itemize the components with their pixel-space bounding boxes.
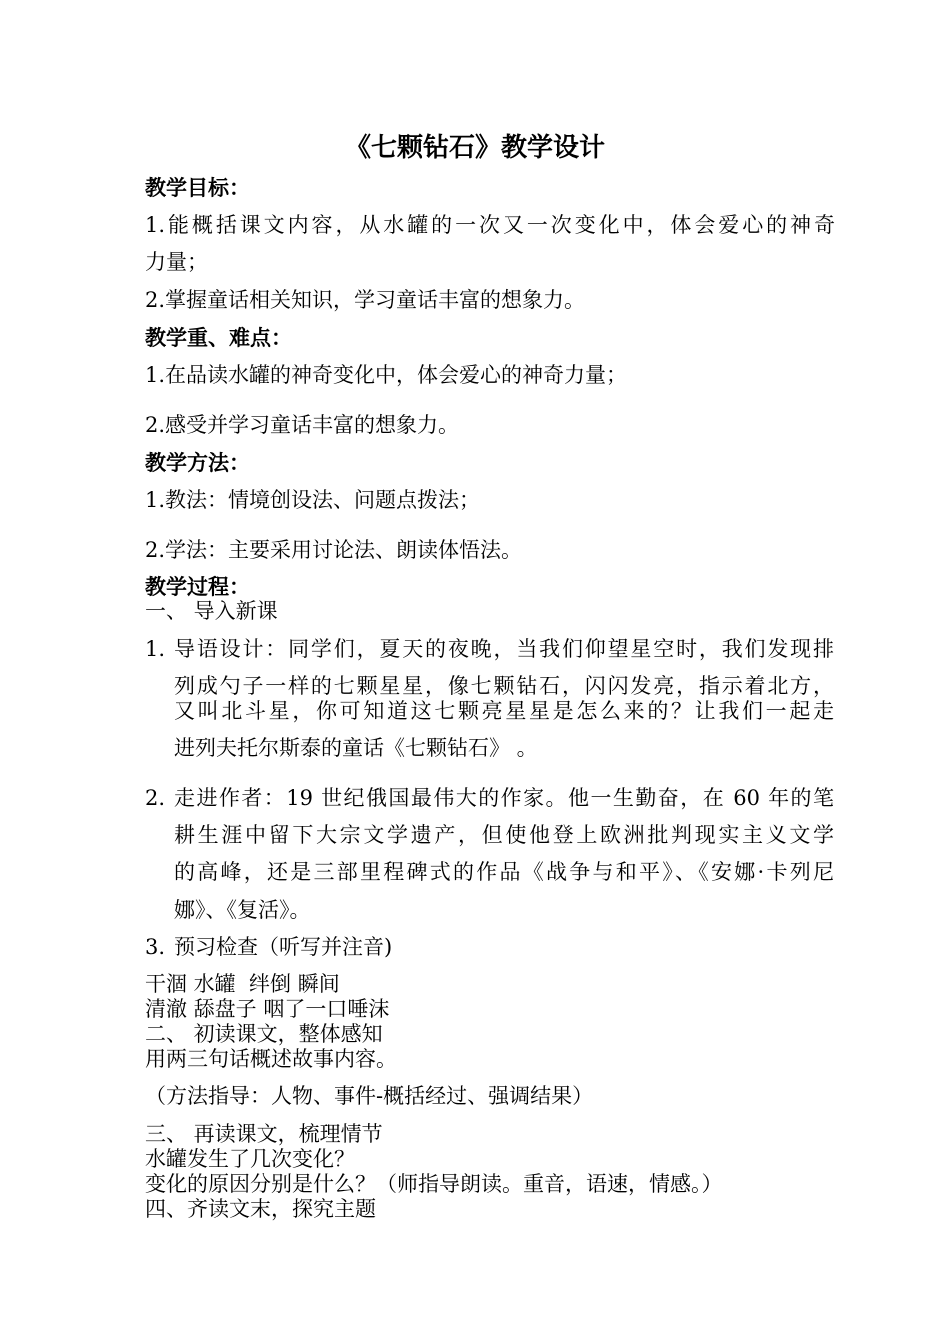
key-point-item-1: 1.在品读水罐的神奇变化中，体会爱心的神奇力量； (145, 363, 628, 387)
step-1-line-3: 又叫北斗星，你可知道这七颗亮星星是怎么来的？让我们一起走 (174, 699, 834, 723)
step-2-line-1: 走进作者：19 世纪俄国最伟大的作家。他一生勤奋，在 60 年的笔 (174, 786, 834, 810)
step-2-line-3: 的高峰，还是三部里程碑式的作品《战争与和平》、《安娜·卡列尼 (174, 860, 834, 884)
step-2-line-4: 娜》、《复活》。 (174, 898, 311, 922)
step-2-line-2: 耕生涯中留下大宗文学遗产，但使他登上欧洲批判现实主义文学 (174, 823, 834, 847)
key-point-item-2: 2.感受并学习童话丰富的想象力。 (145, 413, 460, 437)
process-section-3: 三、 再读课文，梳理情节 (145, 1122, 383, 1146)
key-points-heading: 教学重、难点： (145, 325, 292, 350)
dictation-words-line-1: 干涸 水罐 绊倒 瞬间 (145, 972, 340, 996)
step-1-line-1: 导语设计：同学们，夏天的夜晚，当我们仰望星空时，我们发现排 (174, 637, 834, 661)
objective-item-1-line-1: 1.能概括课文内容，从水罐的一次又一次变化中，体会爱心的神奇 (145, 213, 835, 237)
section-3-question-1: 水罐发生了几次变化？ (145, 1147, 355, 1171)
step-1-number: 1. (145, 637, 166, 661)
step-3-text: 预习检查（听写并注音) (174, 935, 393, 959)
process-heading: 教学过程： (145, 574, 250, 599)
document-title: 《七颗钻石》教学设计 (344, 133, 605, 163)
objective-item-1-line-2: 力量； (145, 250, 208, 274)
objectives-heading: 教学目标： (145, 175, 250, 200)
step-3-number: 3. (145, 935, 166, 959)
process-section-4: 四、齐读文末，探究主题 (145, 1197, 376, 1221)
objective-item-2: 2.掌握童话相关知识，学习童话丰富的想象力。 (145, 288, 586, 312)
section-2-task: 用两三句话概述故事内容。 (145, 1047, 397, 1071)
section-3-question-2: 变化的原因分别是什么？（师指导朗读。重音，语速，情感。） (145, 1172, 723, 1196)
step-1-line-4: 进列夫托尔斯泰的童话《七颗钻石》 。 (174, 736, 538, 760)
step-2-number: 2. (145, 786, 166, 810)
dictation-words-line-2: 清澈 舔盘子 咽了一口唾沫 (145, 997, 390, 1021)
process-section-2: 二、 初读课文，整体感知 (145, 1022, 383, 1046)
section-2-guide: （方法指导：人物、事件-概括经过、强调结果） (145, 1084, 594, 1108)
method-item-2: 2.学法：主要采用讨论法、朗读体悟法。 (145, 538, 523, 562)
process-section-1: 一、 导入新课 (145, 599, 278, 623)
method-item-1: 1.教法：情境创设法、问题点拨法； (145, 488, 481, 512)
step-1-line-2: 列成勺子一样的七颗星星，像七颗钻石，闪闪发亮，指示着北方， (174, 674, 834, 698)
methods-heading: 教学方法： (145, 450, 250, 475)
